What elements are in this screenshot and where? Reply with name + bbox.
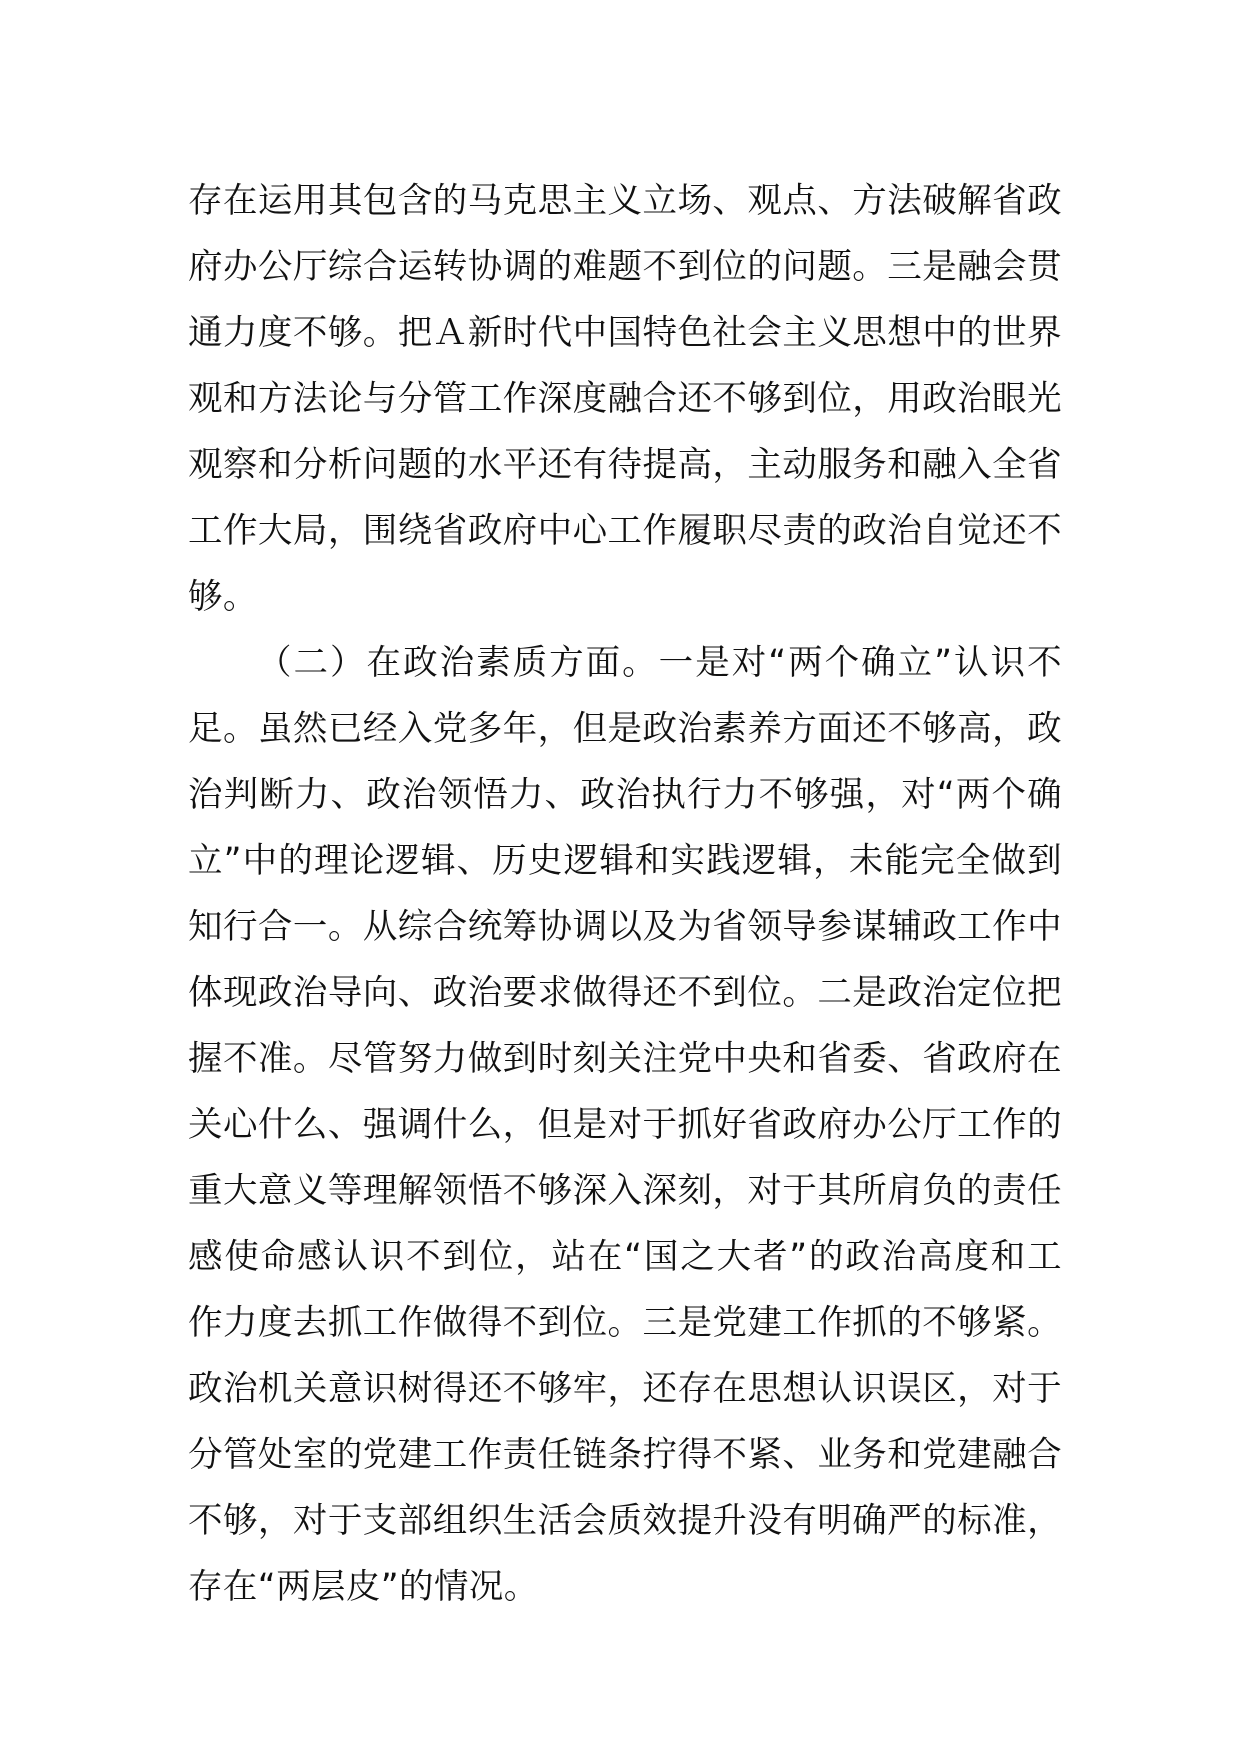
paragraph-political-quality: （二）在政治素质方面。一是对“两个确立”认识不足。虽然已经入党多年，但是政治素养方面还不够高，政治判断力、政治领悟力、政治执行力不够强，对“两个确立”中的理论逻辑、历史逻辑和实践逻辑，未能完全做到知行合一。从综合统筹协调以及为省领导参谋辅政工作中体现政治导向、政治要求做得还不到位。二是政治定位把握不准。尽管努力做到时刻关注党中央和省委、省政府在关心什么、强调什么，但是对于抓好省政府办公厅工作的重大意义等理解领悟不够深入深刻，对于其所肩负的责任感使命感认识不到位，站在“国之大者”的政治高度和工作力度去抓工作做得不到位。三是党建工作抓的不够紧。政治机关意识树得还不够牢，还存在思想认识误区，对于分管处室的党建工作责任链条拧得不紧、业务和党建融合不够，对于支部组织生活会质效提升没有明确严的标准，存在“两层皮”的情况。	[188, 643, 1062, 1607]
document-body	[188, 168, 1062, 1620]
paragraph-continuation: 存在运用其包含的马克思主义立场、观点、方法破解省政府办公厅综合运转协调的难题不到位的问题。三是融会贯通力度不够。把Ａ新时代中国特色社会主义思想中的世界观和方法论与分管工作深度融合还不够到位，用政治眼光观察和分析问题的水平还有待提高，主动服务和融入全省工作大局，围绕省政府中心工作履职尽责的政治自觉还不够。	[188, 181, 1062, 617]
